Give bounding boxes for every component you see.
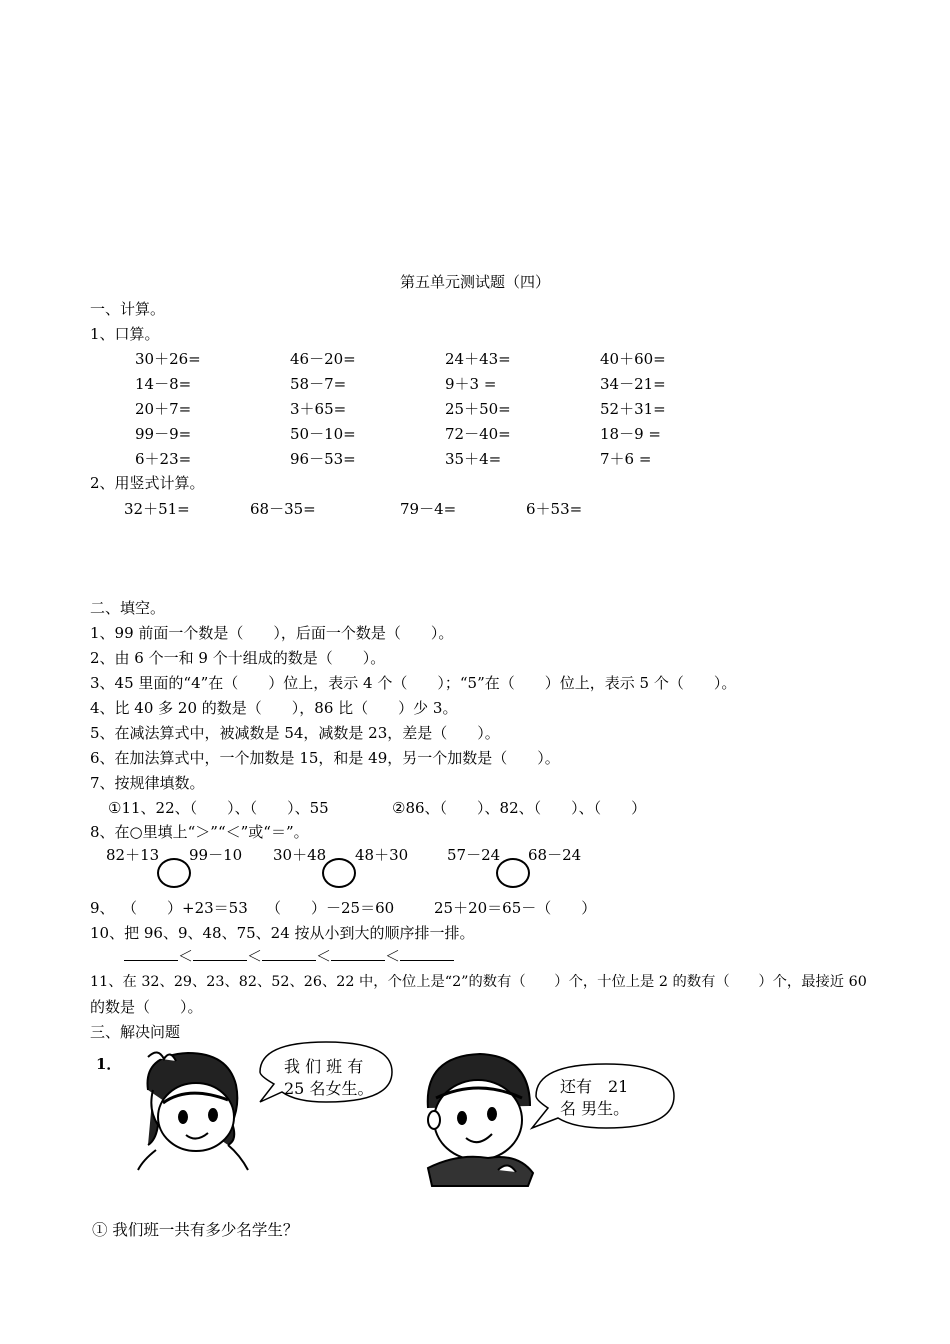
vertical-calc-2: 68－35= [250, 500, 316, 518]
oral-calc-item: 6＋23= [135, 450, 192, 468]
fill-q5: 5、在减法算式中，被减数是 54，减数是 23，差是（ ）。 [90, 724, 500, 742]
compare-right-3: 68－24 [528, 846, 582, 864]
problem1-label: 1． [96, 1055, 122, 1073]
section1-heading: 一、计算。 [90, 300, 166, 318]
vertical-calc-1: 32＋51= [124, 500, 190, 518]
oral-calc-item: 30＋26= [135, 350, 201, 368]
less-than-sign: ＜ [247, 947, 263, 965]
fill-q1: 1、99 前面一个数是（ ），后面一个数是（ ）。 [90, 624, 454, 642]
oral-calc-item: 25＋50= [445, 400, 511, 418]
page-title: 第五单元测试题（四） [399, 273, 550, 291]
less-than-sign: ＜ [385, 947, 401, 965]
girl-speech-text: 我 们 班 有 25 名女生。 [284, 1057, 374, 1098]
order-blanks-row [124, 946, 454, 965]
oral-calc-item: 20＋7= [135, 400, 192, 418]
order-blank-2[interactable] [193, 946, 247, 961]
fill-q8: 8、在○里填上“＞”“＜”或“＝”。 [90, 823, 309, 841]
oral-calc-item: 34－21= [600, 375, 666, 393]
fill-q9-part2: （ ）－25＝60 [266, 899, 395, 917]
oral-calc-item: 58－7= [290, 375, 347, 393]
oral-calc-item: 50－10= [290, 425, 356, 443]
fill-q10: 10、把 96、9、48、75、24 按从小到大的顺序排一排。 [90, 924, 475, 942]
compare-circle-3[interactable] [496, 858, 530, 888]
compare-left-2: 30＋48 [273, 846, 327, 864]
fill-q9-part3: 25＋20＝65－（ ） [434, 899, 597, 917]
fill-q9-part1: （ ）+23＝53 [122, 899, 248, 917]
oral-calc-item: 52＋31= [600, 400, 666, 418]
fill-q7: 7、按规律填数。 [90, 774, 205, 792]
compare-left-1: 82＋13 [106, 846, 160, 864]
oral-calc-item: 14－8= [135, 375, 192, 393]
section3-heading: 三、解决问题 [90, 1023, 181, 1041]
order-blank-3[interactable] [262, 946, 316, 961]
girl-illustration [128, 1045, 268, 1170]
fill-q9-label: 9、 [90, 899, 115, 917]
fill-q3: 3、45 里面的“4”在（ ）位上，表示 4 个（ ）；“5”在（ ）位上，表示 5 个（ ）。 [90, 674, 737, 692]
fill-q6: 6、在加法算式中，一个加数是 15，和是 49，另一个加数是（ ）。 [90, 749, 560, 767]
q2-label: 2、用竖式计算。 [90, 474, 205, 492]
fill-q2: 2、由 6 个一和 9 个十组成的数是（ ）。 [90, 649, 386, 667]
oral-calc-item: 40＋60= [600, 350, 666, 368]
vertical-calc-4: 6＋53= [526, 500, 583, 518]
compare-right-1: 99－10 [189, 846, 243, 864]
order-blank-4[interactable] [331, 946, 385, 961]
fill-q4: 4、比 40 多 20 的数是（ ），86 比（ ）少 3。 [90, 699, 458, 717]
vertical-calc-3: 79－4= [400, 500, 457, 518]
oral-calc-item: 18－9 = [600, 425, 661, 443]
oral-calc-item: 72－40= [445, 425, 511, 443]
oral-calc-item: 9＋3 = [445, 375, 497, 393]
boy-speech-text: 还有 21 名 男生。 [560, 1077, 645, 1118]
oral-calc-item: 99－9= [135, 425, 192, 443]
order-blank-1[interactable] [124, 946, 178, 961]
problem1-sub1: ① 我们班一共有多少名学生？ [92, 1221, 299, 1239]
compare-circle-2[interactable] [322, 858, 356, 888]
q1-label: 1、口算。 [90, 325, 160, 343]
compare-right-2: 48＋30 [355, 846, 409, 864]
fill-q7a: ①11、22、（ ）、（ ）、55 [108, 799, 329, 817]
oral-calc-item: 24＋43= [445, 350, 511, 368]
order-blank-5[interactable] [400, 946, 454, 961]
less-than-sign: ＜ [178, 947, 194, 965]
fill-q7b: ②86、（ ）、82、（ ）、（ ） [392, 799, 647, 817]
oral-calc-item: 46－20= [290, 350, 356, 368]
less-than-sign: ＜ [316, 947, 332, 965]
compare-left-3: 57－24 [447, 846, 501, 864]
oral-calc-item: 96－53= [290, 450, 356, 468]
section2-heading: 二、填空。 [90, 599, 166, 617]
fill-q11-line2: 的数是（ ）。 [90, 998, 203, 1016]
oral-calc-item: 7＋6 = [600, 450, 652, 468]
oral-calc-item: 3＋65= [290, 400, 347, 418]
oral-calc-item: 35＋4= [445, 450, 502, 468]
fill-q11-line1: 11、在 32、29、23、82、52、26、22 中，个位上是“2”的数有（ ）个，十位上是 2 的数有（ ）个，最接近 60 [90, 974, 867, 990]
compare-circle-1[interactable] [157, 858, 191, 888]
